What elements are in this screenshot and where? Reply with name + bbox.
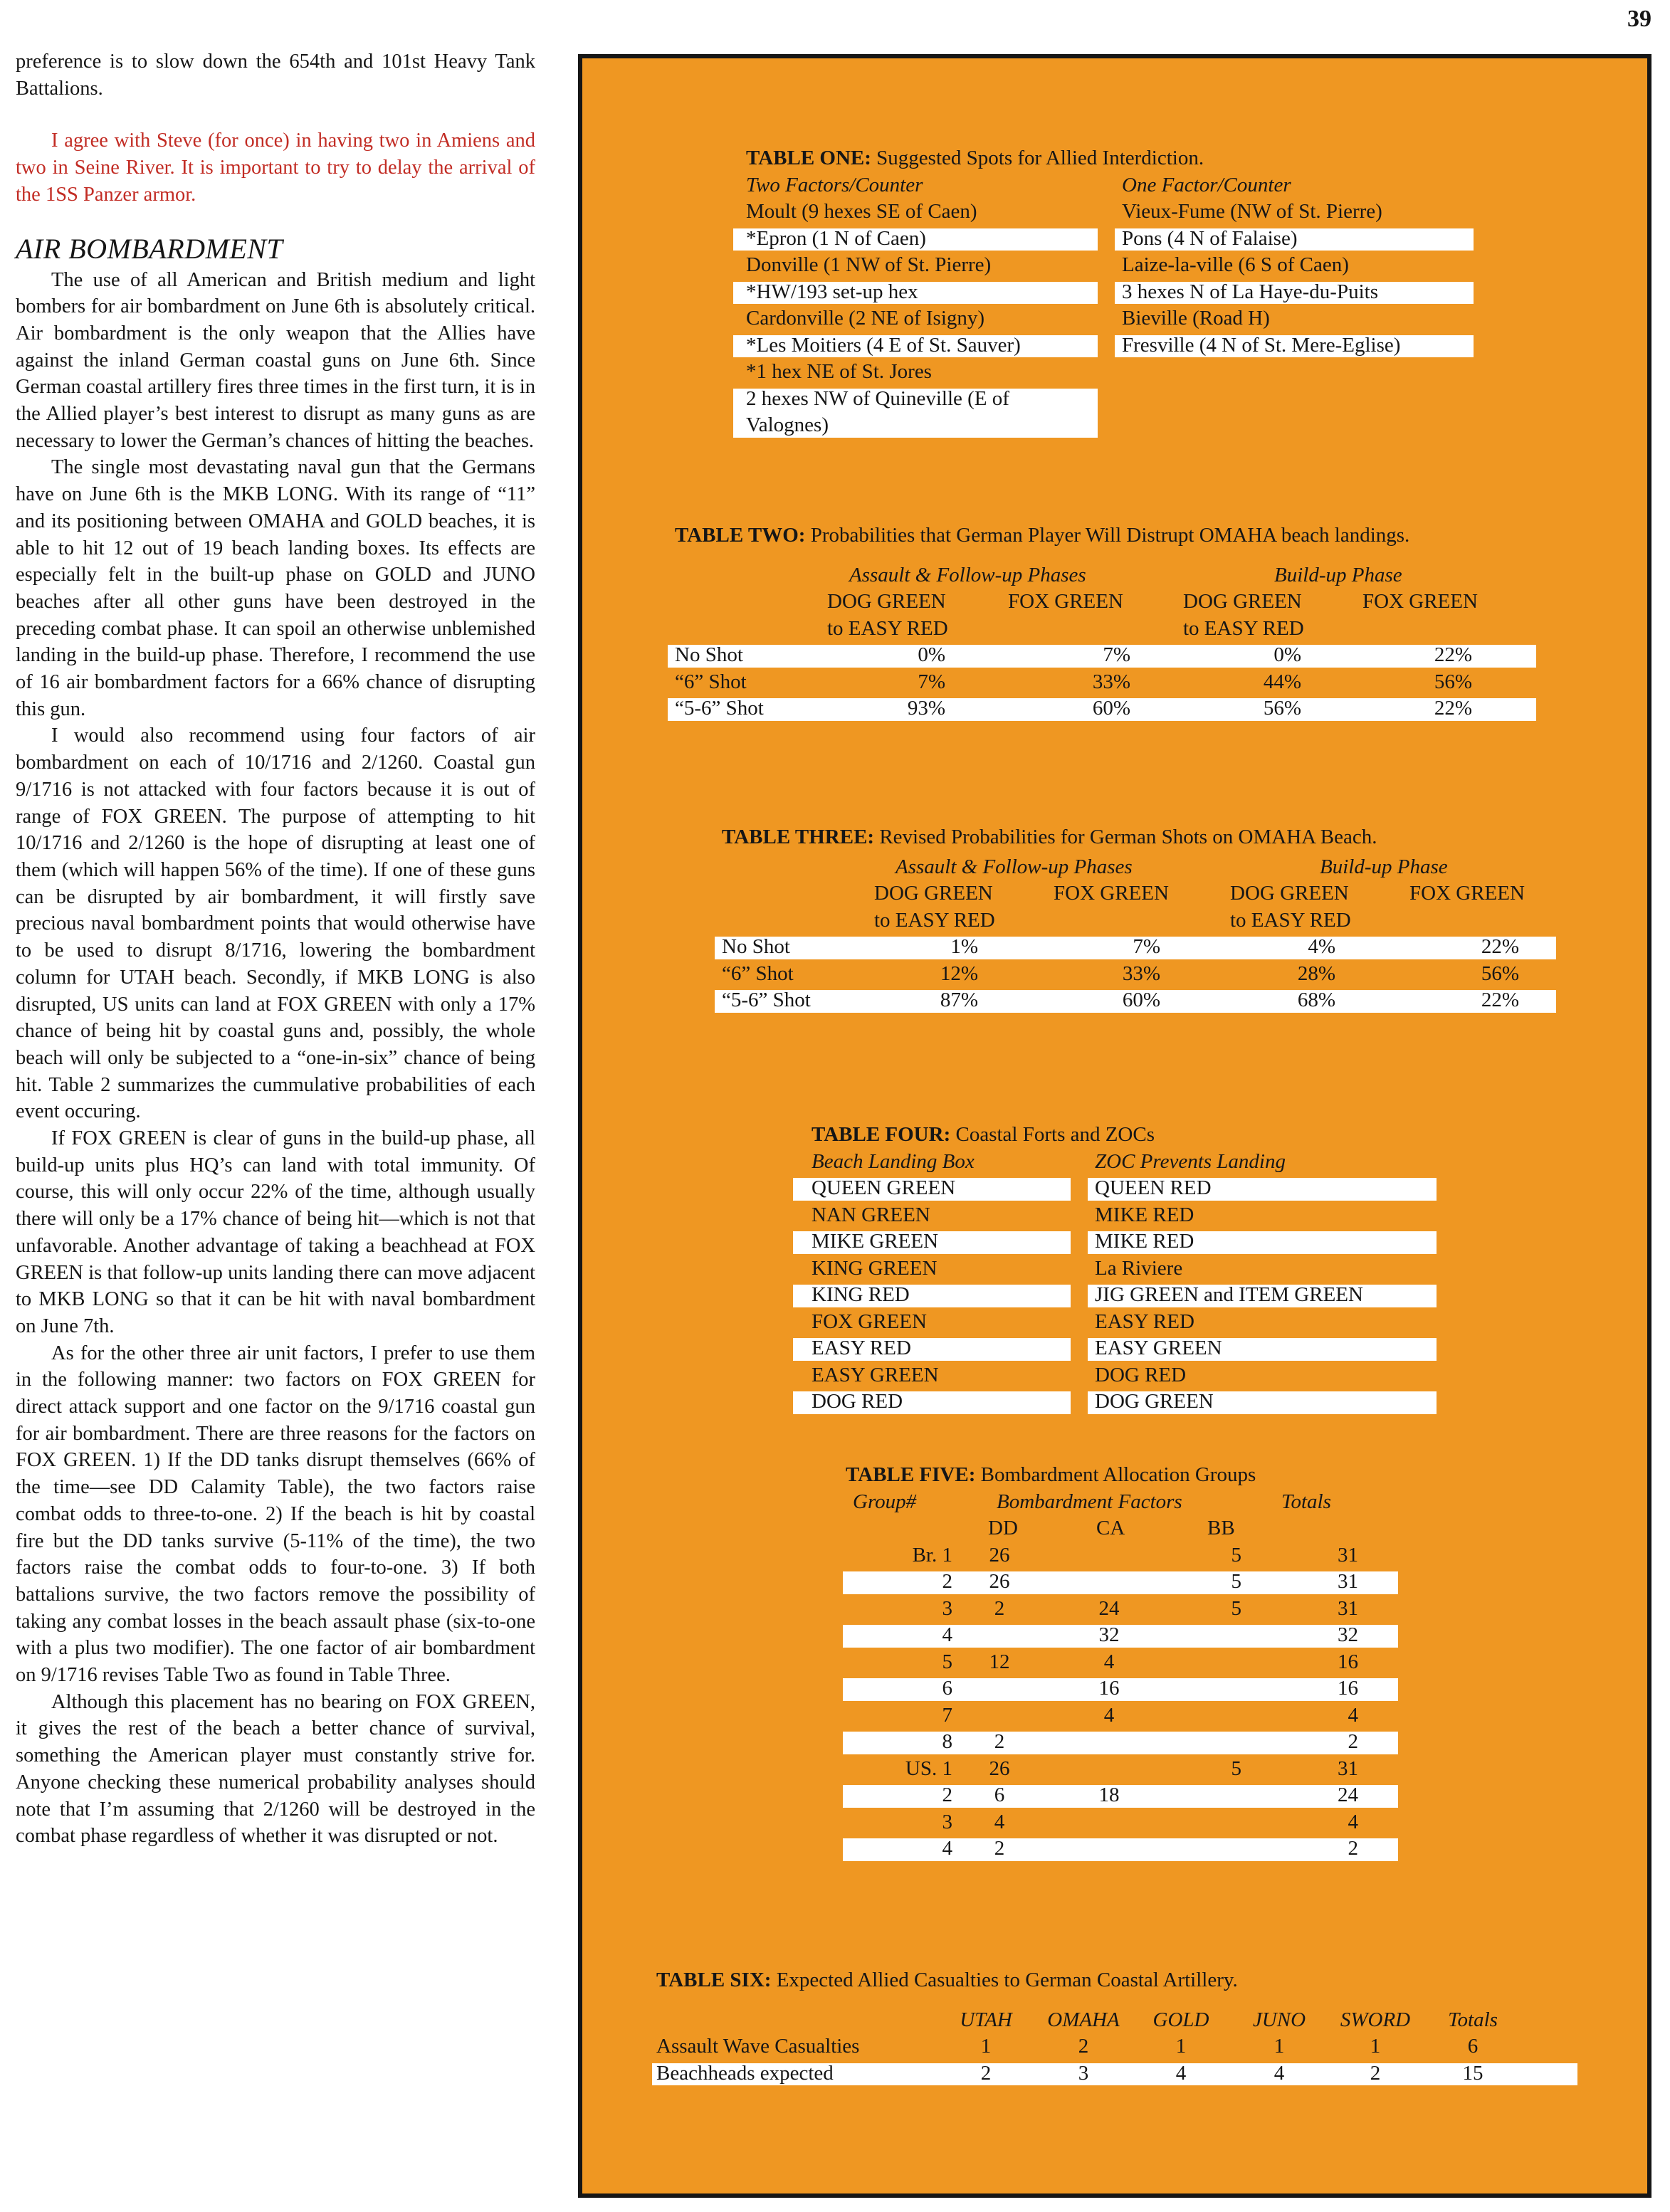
column-header: JUNO [1252, 2008, 1306, 2031]
table-cell: MIKE GREEN [812, 1230, 939, 1253]
table-row [846, 1542, 1401, 1569]
column-header: DOG GREEN [827, 590, 946, 613]
column-header: ZOC Prevents Landing [1095, 1149, 1286, 1173]
table-cell: 31 [1338, 1543, 1358, 1566]
column-header: Two Factors/Counter [746, 173, 923, 196]
table-row [812, 1335, 1452, 1362]
table-cell: Beachheads expected [656, 2061, 834, 2085]
table-cell: 68% [1297, 989, 1335, 1011]
table-cell: 2 [942, 1784, 952, 1806]
table-row [812, 1309, 1452, 1336]
table-row [846, 1782, 1401, 1809]
table-cell: 44% [1263, 670, 1301, 693]
column-header: DOG GREEN [1230, 882, 1349, 905]
table-cell: 6 [942, 1677, 952, 1700]
table-row [746, 252, 1501, 279]
table-cell: 5 [1231, 1596, 1241, 1620]
table-cell: 5 [942, 1650, 952, 1673]
table-cell: 56% [1481, 962, 1519, 985]
column-header: Group# [853, 1490, 917, 1513]
table-six [656, 1967, 1582, 2087]
table-row [846, 1836, 1401, 1863]
table-cell: 32 [1338, 1623, 1358, 1646]
table-cell: 33% [1122, 962, 1160, 985]
table-cell: 4 [942, 1837, 952, 1860]
table-row [746, 359, 1501, 386]
table-cell: MIKE RED [1095, 1230, 1194, 1253]
table-cell: 2 hexes NW of Quineville (E of Valognes) [746, 386, 1009, 436]
table-row [746, 279, 1501, 306]
column-header: to EASY RED [827, 616, 948, 640]
table-cell: Cardonville (2 NE of Isigny) [746, 307, 985, 330]
table-row [812, 1202, 1452, 1229]
tables-panel [578, 54, 1651, 2198]
table-cell: *Epron (1 N of Caen) [746, 226, 926, 250]
column-header: Totals [1281, 1490, 1331, 1513]
table-cell: 0% [918, 643, 945, 666]
table-title-part: TABLE THREE: [722, 826, 875, 848]
table-row [722, 987, 1576, 1014]
table-cell: 4 [942, 1623, 952, 1646]
table-cell: EASY RED [1095, 1310, 1194, 1333]
table-cell: 4 [1273, 2061, 1285, 2085]
article-paragraph: The use of all American and British medium and light bombers for air bombardment on June 6th is absolutely critical. Air bombardment is the only weapon that the Allies have against the inland German coastal guns on June 6th. Since German coastal artillery fires three times in the first turn, it is in the Allied player’s best interest to disrupt as many guns as are necessary to lower the German’s chances of hitting the beaches. [16, 268, 535, 452]
table-cell: 7% [1103, 643, 1130, 666]
table-three [722, 824, 1576, 1014]
table-cell: 18 [1098, 1784, 1120, 1806]
table-cell: 16 [1338, 1677, 1358, 1700]
table-cell: 93% [907, 697, 945, 720]
table-cell: 22% [1481, 989, 1519, 1011]
table-row [812, 1228, 1452, 1255]
table-cell: Donville (1 NW of St. Pierre) [746, 253, 992, 276]
column-header: FOX GREEN [1054, 882, 1169, 905]
table-row [656, 2033, 1582, 2060]
column-header: FOX GREEN [1008, 590, 1123, 613]
column-header: SWORD [1340, 2008, 1411, 2031]
table-cell: 3 [942, 1810, 952, 1833]
table-cell: La Riviere [1095, 1256, 1183, 1280]
table-five [846, 1462, 1401, 1863]
table-title-part: Suggested Spots for Allied Interdiction. [871, 147, 1204, 169]
table-cell: 87% [940, 989, 978, 1011]
table-row [812, 1255, 1452, 1283]
column-header: Beach Landing Box [812, 1149, 975, 1173]
table-cell: QUEEN RED [1095, 1176, 1212, 1199]
column-header: to EASY RED [1183, 616, 1304, 640]
table-cell: 31 [1338, 1570, 1358, 1593]
table-cell: Bieville (Road H) [1122, 307, 1270, 330]
table-cell: 2 [942, 1570, 952, 1593]
article-paragraph: I would also recommend using four factors of air bombardment on each of 10/1716 and 2/1260. Coastal gun 9/1716 is not attacked with four factors because it is out of range of FOX GREEN. The purpose of attempting to hit 10/1716 and 2/1260 is the hope of disrupting at least one of them (which will happen 56% of the time). If one of these guns can be disrupted by air bombardment, it will firstly save precious naval bombardment points that would otherwise have to be used to disrupt 8/1716, lowering the bombardment column for UTAH beach. Secondly, if MKB LONG is also disrupted, US units can land at FOX GREEN with only a 17% chance of being hit by coastal guns and, possibly, the whole beach will only be subjected to a “one-in-six” chance of being hit. Table 2 summarizes the cummulative probabilities of each event occuring. [16, 725, 535, 1123]
column-header: to EASY RED [1230, 908, 1351, 932]
table-cell: 26 [989, 1543, 1010, 1566]
table-cell: 2 [994, 1596, 1005, 1620]
editor-comment: I agree with Steve (for once) in having two in Amiens and two in Seine River. It is important to try to delay the arrival of the 1SS Panzer armor. [16, 130, 535, 206]
table-cell: 16 [1098, 1677, 1120, 1700]
table-cell: 33% [1092, 670, 1130, 693]
table-cell: 16 [1338, 1650, 1358, 1673]
table-row [846, 1649, 1401, 1676]
table-cell: FOX GREEN [812, 1310, 927, 1333]
table-cell: MIKE RED [1095, 1203, 1194, 1226]
table-row [675, 695, 1529, 722]
table-title-part: Revised Probabilities for German Shots on OMAHA Beach. [874, 826, 1377, 848]
table-title-part: TABLE TWO: [675, 524, 806, 547]
table-cell: 28% [1297, 962, 1335, 985]
table-cell: 4 [994, 1810, 1005, 1833]
table-cell: KING GREEN [812, 1256, 938, 1280]
table-cell: 4 [1103, 1703, 1115, 1727]
article-paragraph: Although this placement has no bearing on FOX GREEN, it gives the rest of the beach a better chance of survival, something the American player must constantly strive for. Anyone checking these numerical probability analyses should note that I’m assuming that 2/1260 will be destroyed in the combat phase regardless of whether it was disrupted or not. [16, 1690, 535, 1848]
article-paragraph: The single most devastating naval gun that the Germans have on June 6th is the MKB LONG. With its range of “11” and its positioning between OMAHA and GOLD beaches, it is able to hit 12 out of 19 beach landing boxes. Its effects are especially felt in the built-up phase on GOLD and JUNO beaches after all other guns have been destroyed in the preceding combat phase. It can spoil an otherwise unblemished landing in the build-up phase. Therefore, I recommend the use of 16 air bombardment factors for a 66% chance of disrupting this gun. [16, 456, 535, 720]
table-two [675, 522, 1529, 722]
table-row [846, 1809, 1401, 1836]
article-paragraph: As for the other three air unit factors, I prefer to use them in the following manner: two factors on FOX GREEN for direct attack support and one factor on the 9/1716 coastal gun for air bombardment. There are three reasons for the factors on FOX GREEN. 1) If the DD tanks disrupt themselves (66% of the time—see DD Calamity Table), the two factors raise combat odds to three-to-one. 2) If the beach is hit by coastal fire but the DD tanks survive (5-11% of the time), the two factors raise the combat odds to four-to-one. 3) If both battalions survive, the two factors remove the possibility of taking any combat losses in the beach assault phase (six-to-one with a plus two modifier). The one factor of air bombardment on 9/1716 revises Table Two as found in Table Three. [16, 1342, 535, 1687]
table-one [746, 145, 1501, 439]
column-header: CA [1096, 1517, 1125, 1539]
table-row [846, 1702, 1401, 1729]
table-cell: 2 [1370, 2061, 1381, 2085]
table-row [846, 1596, 1401, 1623]
table-row [846, 1622, 1401, 1649]
table-cell: 12 [989, 1650, 1010, 1673]
table-cell: 6 [1467, 2035, 1479, 2058]
table-cell: Vieux-Fume (NW of St. Pierre) [1122, 200, 1382, 223]
table-row [812, 1282, 1452, 1309]
column-header: DD [988, 1517, 1018, 1539]
table-cell: *1 hex NE of St. Jores [746, 360, 932, 383]
table-cell: *HW/193 set-up hex [746, 280, 918, 303]
table-row [812, 1362, 1452, 1389]
table-cell: 7% [918, 670, 945, 693]
table-row [812, 1389, 1452, 1416]
column-header: One Factor/Counter [1122, 173, 1291, 196]
table-cell: 31 [1338, 1757, 1358, 1780]
column-group-header: Assault & Follow-up Phases [896, 855, 1133, 878]
table-cell: “6” Shot [722, 962, 794, 985]
column-group-header: Build-up Phase [1274, 563, 1402, 586]
table-cell: 15 [1462, 2061, 1483, 2085]
table-cell: 26 [989, 1570, 1010, 1593]
table-cell: “6” Shot [675, 670, 747, 693]
table-row [746, 386, 1501, 439]
table-cell: “5-6” Shot [722, 989, 811, 1011]
table-cell: No Shot [675, 643, 743, 666]
column-header: OMAHA [1047, 2008, 1120, 2031]
table-cell: DOG RED [1095, 1363, 1187, 1386]
table-cell: QUEEN GREEN [812, 1176, 956, 1199]
table-title-part: TABLE SIX: [656, 1969, 772, 1991]
table-title-part: Probabilities that German Player Will Distrupt OMAHA beach landings. [805, 524, 1410, 547]
table-cell: 26 [989, 1757, 1010, 1780]
table-cell: 60% [1092, 697, 1130, 720]
page-number: 39 [1627, 6, 1651, 32]
table-cell: 60% [1122, 989, 1160, 1011]
section-heading: AIR BOMBARDMENT [16, 232, 283, 265]
article-intro: preference is to slow down the 654th and 101st Heavy Tank Battalions. [16, 51, 535, 100]
table-cell: 7% [1133, 935, 1160, 958]
table-cell: 4 [1348, 1810, 1358, 1833]
column-header: BB [1207, 1517, 1235, 1539]
table-title [846, 1462, 1401, 1489]
table-row [846, 1569, 1401, 1596]
table-cell: 2 [1348, 1837, 1358, 1860]
table-cell: 31 [1338, 1596, 1358, 1620]
table-cell: US. 1 [905, 1757, 952, 1780]
table-cell: DOG GREEN [1095, 1390, 1214, 1413]
table-row [656, 2060, 1582, 2087]
table-title-part: Coastal Forts and ZOCs [950, 1123, 1155, 1146]
column-group-header: Assault & Follow-up Phases [849, 563, 1086, 586]
table-title [722, 824, 1576, 851]
table-cell: 5 [1231, 1757, 1241, 1780]
table-cell: 1% [950, 935, 978, 958]
table-title [746, 145, 1501, 172]
table-cell: 4 [1103, 1650, 1115, 1673]
table-cell: 22% [1481, 935, 1519, 958]
table-cell: *Les Moitiers (4 E of St. Sauver) [746, 333, 1021, 357]
table-cell: DOG RED [812, 1390, 903, 1413]
table-cell: 6 [994, 1784, 1005, 1806]
table-title [812, 1122, 1452, 1149]
table-title-part: Expected Allied Casualties to German Coastal Artillery. [771, 1969, 1238, 1991]
table-row [812, 1175, 1452, 1202]
table-cell: 24 [1098, 1596, 1120, 1620]
table-cell: “5-6” Shot [675, 697, 764, 720]
table-row [746, 226, 1501, 253]
table-cell: 1 [1273, 2035, 1285, 2058]
table-cell: No Shot [722, 935, 790, 958]
table-cell: 8 [942, 1730, 952, 1753]
table-title-part: Bombardment Allocation Groups [975, 1463, 1256, 1486]
table-cell: 1 [1370, 2035, 1381, 2058]
table-cell: 2 [1078, 2035, 1089, 2058]
table-title-part: TABLE FOUR: [812, 1123, 951, 1146]
table-cell: Pons (4 N of Falaise) [1122, 226, 1298, 250]
table-cell: 0% [1273, 643, 1301, 666]
column-header: DOG GREEN [874, 882, 993, 905]
table-cell: 12% [940, 962, 978, 985]
table-cell: 2 [1348, 1730, 1358, 1753]
article-paragraph: If FOX GREEN is clear of guns in the build-up phase, all build-up units plus HQ’s can land with total immunity. Of course, this will only occur 22% of the time, although usually there will only be a 17% chance of being hit—which is not that unfavorable. Another advantage of taking a beachhead at FOX GREEN is that follow-up units landing there can move adjacent to MKB LONG so that it can be hit with naval bombardment on June 7th. [16, 1127, 535, 1337]
column-header: to EASY RED [874, 908, 995, 932]
table-cell: Assault Wave Casualties [656, 2035, 860, 2058]
table-cell: 56% [1263, 697, 1301, 720]
table-cell: 3 hexes N of La Haye-du-Puits [1122, 280, 1378, 303]
table-cell: 7 [942, 1703, 952, 1727]
table-cell: 22% [1434, 643, 1472, 666]
table-row [675, 669, 1529, 696]
table-four [812, 1122, 1452, 1416]
table-row [846, 1729, 1401, 1756]
table-row [746, 332, 1501, 359]
column-header: UTAH [960, 2008, 1012, 2031]
table-cell: 2 [994, 1837, 1005, 1860]
table-row [722, 934, 1576, 961]
table-cell: 22% [1434, 697, 1472, 720]
table-cell: 2 [994, 1730, 1005, 1753]
table-cell: EASY RED [812, 1337, 911, 1359]
column-header: FOX GREEN [1362, 590, 1478, 613]
table-cell: 3 [1078, 2061, 1089, 2085]
column-header: FOX GREEN [1409, 882, 1525, 905]
table-cell: EASY GREEN [812, 1363, 939, 1386]
table-cell: NAN GREEN [812, 1203, 930, 1226]
table-title [675, 522, 1529, 549]
table-cell: 4 [1348, 1703, 1358, 1727]
table-cell: Moult (9 hexes SE of Caen) [746, 200, 977, 223]
table-cell: 24 [1338, 1784, 1358, 1806]
table-cell: Br. 1 [912, 1543, 952, 1566]
column-header: Bombardment Factors [997, 1490, 1182, 1513]
table-row [746, 305, 1501, 332]
table-cell: 5 [1231, 1543, 1241, 1566]
table-cell: 4 [1175, 2061, 1187, 2085]
column-header: GOLD [1152, 2008, 1209, 2031]
table-cell: Fresville (4 N of St. Mere-Eglise) [1122, 333, 1401, 357]
column-header: Totals [1448, 2008, 1498, 2031]
column-group-header: Build-up Phase [1320, 855, 1448, 878]
table-cell: 3 [942, 1596, 952, 1620]
table-row [746, 199, 1501, 226]
table-cell: EASY GREEN [1095, 1337, 1222, 1359]
table-cell: 56% [1434, 670, 1472, 693]
column-header: DOG GREEN [1183, 590, 1302, 613]
table-title-part: TABLE ONE: [746, 147, 871, 169]
table-title-part: TABLE FIVE: [846, 1463, 976, 1486]
table-cell: 1 [1175, 2035, 1187, 2058]
table-row [722, 961, 1576, 988]
table-cell: 2 [980, 2061, 992, 2085]
table-cell: JIG GREEN and ITEM GREEN [1095, 1283, 1363, 1306]
table-cell: 5 [1231, 1570, 1241, 1593]
table-cell: 4% [1308, 935, 1335, 958]
table-cell: Laize-la-ville (6 S of Caen) [1122, 253, 1349, 276]
table-cell: 1 [980, 2035, 992, 2058]
article-column [16, 48, 535, 1850]
table-cell: KING RED [812, 1283, 910, 1306]
table-cell: 32 [1098, 1623, 1120, 1646]
table-title [656, 1967, 1582, 1994]
table-row [846, 1756, 1401, 1783]
table-row [846, 1675, 1401, 1702]
table-row [675, 642, 1529, 669]
